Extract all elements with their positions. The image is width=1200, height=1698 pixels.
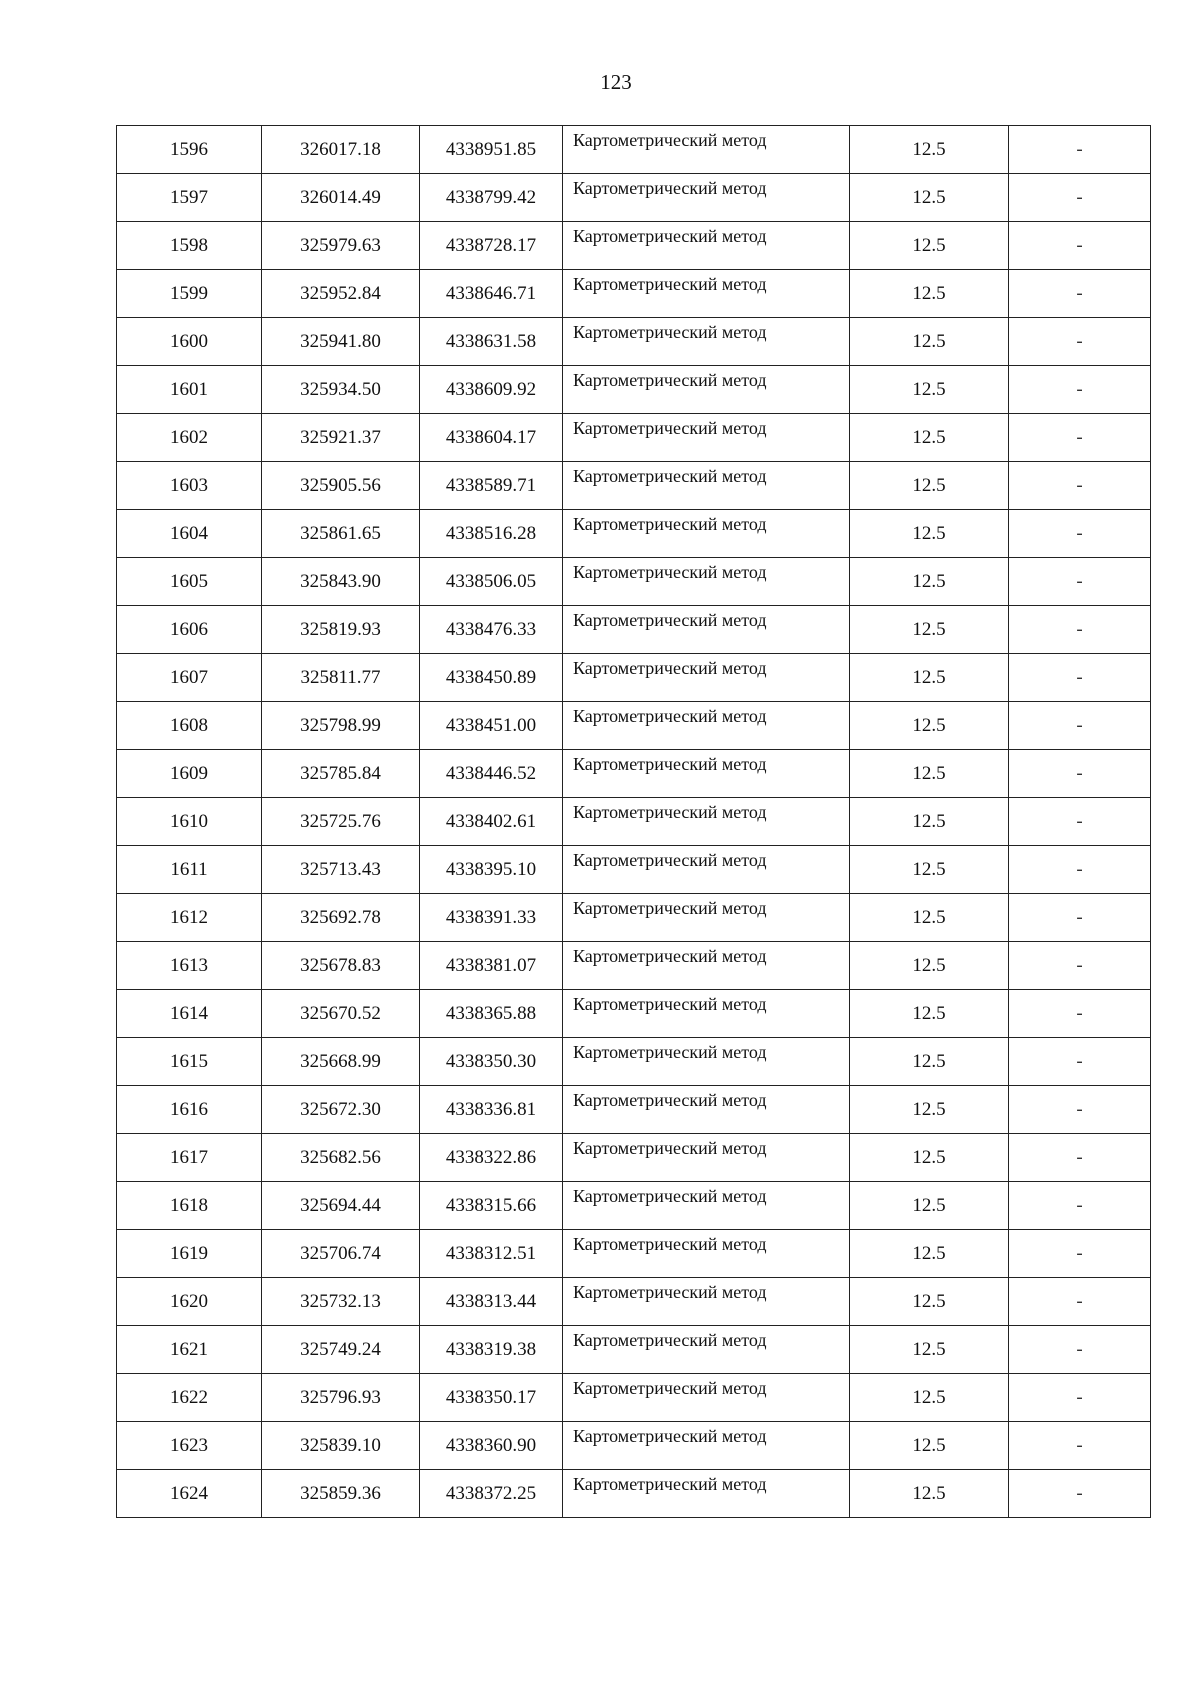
note-cell: - <box>1009 174 1151 222</box>
table-row <box>117 1230 1151 1278</box>
accuracy-cell: 12.5 <box>850 270 1009 318</box>
table-row <box>117 1374 1151 1422</box>
point-number-cell: 1609 <box>117 750 262 798</box>
table-row <box>117 222 1151 270</box>
y-coordinate-cell: 4338365.88 <box>420 990 563 1038</box>
method-cell: Картометрический метод <box>563 702 850 750</box>
method-cell: Картометрический метод <box>563 606 850 654</box>
accuracy-cell: 12.5 <box>850 702 1009 750</box>
accuracy-cell: 12.5 <box>850 1038 1009 1086</box>
y-coordinate-cell: 4338402.61 <box>420 798 563 846</box>
method-cell: Картометрический метод <box>563 270 850 318</box>
accuracy-cell: 12.5 <box>850 366 1009 414</box>
y-coordinate-cell: 4338476.33 <box>420 606 563 654</box>
accuracy-cell: 12.5 <box>850 750 1009 798</box>
table-row <box>117 414 1151 462</box>
point-number-cell: 1600 <box>117 318 262 366</box>
x-coordinate-cell: 325819.93 <box>262 606 420 654</box>
method-cell: Картометрический метод <box>563 1182 850 1230</box>
point-number-cell: 1615 <box>117 1038 262 1086</box>
table-row <box>117 990 1151 1038</box>
point-number-cell: 1599 <box>117 270 262 318</box>
point-number-cell: 1612 <box>117 894 262 942</box>
method-cell: Картометрический метод <box>563 750 850 798</box>
accuracy-cell: 12.5 <box>850 1278 1009 1326</box>
method-cell: Картометрический метод <box>563 558 850 606</box>
point-number-cell: 1607 <box>117 654 262 702</box>
y-coordinate-cell: 4338609.92 <box>420 366 563 414</box>
x-coordinate-cell: 325682.56 <box>262 1134 420 1182</box>
method-cell: Картометрический метод <box>563 1422 850 1470</box>
x-coordinate-cell: 325905.56 <box>262 462 420 510</box>
table-row <box>117 1086 1151 1134</box>
x-coordinate-cell: 325796.93 <box>262 1374 420 1422</box>
method-cell: Картометрический метод <box>563 510 850 558</box>
method-cell: Картометрический метод <box>563 798 850 846</box>
method-cell: Картометрический метод <box>563 1038 850 1086</box>
y-coordinate-cell: 4338506.05 <box>420 558 563 606</box>
accuracy-cell: 12.5 <box>850 846 1009 894</box>
accuracy-cell: 12.5 <box>850 606 1009 654</box>
point-number-cell: 1606 <box>117 606 262 654</box>
accuracy-cell: 12.5 <box>850 510 1009 558</box>
x-coordinate-cell: 325861.65 <box>262 510 420 558</box>
y-coordinate-cell: 4338951.85 <box>420 126 563 174</box>
point-number-cell: 1620 <box>117 1278 262 1326</box>
accuracy-cell: 12.5 <box>850 558 1009 606</box>
note-cell: - <box>1009 1470 1151 1518</box>
table-row <box>117 942 1151 990</box>
x-coordinate-cell: 325670.52 <box>262 990 420 1038</box>
note-cell: - <box>1009 318 1151 366</box>
table-row <box>117 654 1151 702</box>
x-coordinate-cell: 325859.36 <box>262 1470 420 1518</box>
table-row <box>117 1038 1151 1086</box>
y-coordinate-cell: 4338312.51 <box>420 1230 563 1278</box>
point-number-cell: 1624 <box>117 1470 262 1518</box>
x-coordinate-cell: 326014.49 <box>262 174 420 222</box>
note-cell: - <box>1009 270 1151 318</box>
y-coordinate-cell: 4338446.52 <box>420 750 563 798</box>
y-coordinate-cell: 4338336.81 <box>420 1086 563 1134</box>
table-row <box>117 462 1151 510</box>
point-number-cell: 1603 <box>117 462 262 510</box>
point-number-cell: 1605 <box>117 558 262 606</box>
method-cell: Картометрический метод <box>563 1278 850 1326</box>
accuracy-cell: 12.5 <box>850 942 1009 990</box>
method-cell: Картометрический метод <box>563 126 850 174</box>
x-coordinate-cell: 325952.84 <box>262 270 420 318</box>
note-cell: - <box>1009 1326 1151 1374</box>
y-coordinate-cell: 4338350.30 <box>420 1038 563 1086</box>
x-coordinate-cell: 325843.90 <box>262 558 420 606</box>
accuracy-cell: 12.5 <box>850 1470 1009 1518</box>
note-cell: - <box>1009 126 1151 174</box>
y-coordinate-cell: 4338631.58 <box>420 318 563 366</box>
accuracy-cell: 12.5 <box>850 798 1009 846</box>
x-coordinate-cell: 325811.77 <box>262 654 420 702</box>
table-row <box>117 750 1151 798</box>
table-row <box>117 846 1151 894</box>
point-number-cell: 1597 <box>117 174 262 222</box>
method-cell: Картометрический метод <box>563 942 850 990</box>
point-number-cell: 1604 <box>117 510 262 558</box>
method-cell: Картометрический метод <box>563 894 850 942</box>
note-cell: - <box>1009 990 1151 1038</box>
x-coordinate-cell: 325941.80 <box>262 318 420 366</box>
x-coordinate-cell: 325732.13 <box>262 1278 420 1326</box>
note-cell: - <box>1009 942 1151 990</box>
table-row <box>117 366 1151 414</box>
method-cell: Картометрический метод <box>563 1470 850 1518</box>
note-cell: - <box>1009 846 1151 894</box>
table-row <box>117 1182 1151 1230</box>
table-row <box>117 702 1151 750</box>
note-cell: - <box>1009 558 1151 606</box>
method-cell: Картометрический метод <box>563 1086 850 1134</box>
point-number-cell: 1613 <box>117 942 262 990</box>
accuracy-cell: 12.5 <box>850 1134 1009 1182</box>
method-cell: Картометрический метод <box>563 846 850 894</box>
y-coordinate-cell: 4338391.33 <box>420 894 563 942</box>
method-cell: Картометрический метод <box>563 1230 850 1278</box>
accuracy-cell: 12.5 <box>850 1422 1009 1470</box>
note-cell: - <box>1009 366 1151 414</box>
accuracy-cell: 12.5 <box>850 990 1009 1038</box>
method-cell: Картометрический метод <box>563 1326 850 1374</box>
accuracy-cell: 12.5 <box>850 1182 1009 1230</box>
method-cell: Картометрический метод <box>563 366 850 414</box>
accuracy-cell: 12.5 <box>850 894 1009 942</box>
accuracy-cell: 12.5 <box>850 174 1009 222</box>
y-coordinate-cell: 4338381.07 <box>420 942 563 990</box>
accuracy-cell: 12.5 <box>850 318 1009 366</box>
y-coordinate-cell: 4338450.89 <box>420 654 563 702</box>
point-number-cell: 1602 <box>117 414 262 462</box>
table-row <box>117 1326 1151 1374</box>
x-coordinate-cell: 325672.30 <box>262 1086 420 1134</box>
point-number-cell: 1623 <box>117 1422 262 1470</box>
note-cell: - <box>1009 1182 1151 1230</box>
point-number-cell: 1610 <box>117 798 262 846</box>
y-coordinate-cell: 4338372.25 <box>420 1470 563 1518</box>
point-number-cell: 1621 <box>117 1326 262 1374</box>
y-coordinate-cell: 4338728.17 <box>420 222 563 270</box>
point-number-cell: 1608 <box>117 702 262 750</box>
point-number-cell: 1611 <box>117 846 262 894</box>
note-cell: - <box>1009 1278 1151 1326</box>
note-cell: - <box>1009 606 1151 654</box>
point-number-cell: 1601 <box>117 366 262 414</box>
x-coordinate-cell: 325934.50 <box>262 366 420 414</box>
note-cell: - <box>1009 222 1151 270</box>
table-row <box>117 318 1151 366</box>
point-number-cell: 1618 <box>117 1182 262 1230</box>
note-cell: - <box>1009 654 1151 702</box>
note-cell: - <box>1009 1374 1151 1422</box>
coordinates-table-body <box>117 126 1151 1518</box>
x-coordinate-cell: 325839.10 <box>262 1422 420 1470</box>
x-coordinate-cell: 325668.99 <box>262 1038 420 1086</box>
accuracy-cell: 12.5 <box>850 1230 1009 1278</box>
method-cell: Картометрический метод <box>563 1374 850 1422</box>
note-cell: - <box>1009 510 1151 558</box>
accuracy-cell: 12.5 <box>850 654 1009 702</box>
note-cell: - <box>1009 1038 1151 1086</box>
table-row <box>117 558 1151 606</box>
x-coordinate-cell: 325725.76 <box>262 798 420 846</box>
accuracy-cell: 12.5 <box>850 414 1009 462</box>
note-cell: - <box>1009 462 1151 510</box>
x-coordinate-cell: 325749.24 <box>262 1326 420 1374</box>
y-coordinate-cell: 4338604.17 <box>420 414 563 462</box>
y-coordinate-cell: 4338451.00 <box>420 702 563 750</box>
point-number-cell: 1616 <box>117 1086 262 1134</box>
y-coordinate-cell: 4338589.71 <box>420 462 563 510</box>
note-cell: - <box>1009 1086 1151 1134</box>
accuracy-cell: 12.5 <box>850 1326 1009 1374</box>
table-row <box>117 606 1151 654</box>
method-cell: Картометрический метод <box>563 174 850 222</box>
table-row <box>117 510 1151 558</box>
accuracy-cell: 12.5 <box>850 1374 1009 1422</box>
point-number-cell: 1622 <box>117 1374 262 1422</box>
y-coordinate-cell: 4338360.90 <box>420 1422 563 1470</box>
note-cell: - <box>1009 1134 1151 1182</box>
point-number-cell: 1617 <box>117 1134 262 1182</box>
y-coordinate-cell: 4338350.17 <box>420 1374 563 1422</box>
table-row <box>117 126 1151 174</box>
coordinates-table <box>116 125 1151 1518</box>
x-coordinate-cell: 325979.63 <box>262 222 420 270</box>
method-cell: Картометрический метод <box>563 318 850 366</box>
y-coordinate-cell: 4338646.71 <box>420 270 563 318</box>
method-cell: Картометрический метод <box>563 462 850 510</box>
accuracy-cell: 12.5 <box>850 126 1009 174</box>
note-cell: - <box>1009 1230 1151 1278</box>
x-coordinate-cell: 325694.44 <box>262 1182 420 1230</box>
method-cell: Картометрический метод <box>563 654 850 702</box>
x-coordinate-cell: 325785.84 <box>262 750 420 798</box>
x-coordinate-cell: 325798.99 <box>262 702 420 750</box>
y-coordinate-cell: 4338319.38 <box>420 1326 563 1374</box>
note-cell: - <box>1009 1422 1151 1470</box>
point-number-cell: 1598 <box>117 222 262 270</box>
note-cell: - <box>1009 414 1151 462</box>
method-cell: Картометрический метод <box>563 222 850 270</box>
point-number-cell: 1596 <box>117 126 262 174</box>
x-coordinate-cell: 325921.37 <box>262 414 420 462</box>
table-row <box>117 1422 1151 1470</box>
note-cell: - <box>1009 702 1151 750</box>
table-row <box>117 894 1151 942</box>
y-coordinate-cell: 4338315.66 <box>420 1182 563 1230</box>
method-cell: Картометрический метод <box>563 414 850 462</box>
table-row <box>117 1278 1151 1326</box>
table-row <box>117 1134 1151 1182</box>
x-coordinate-cell: 325692.78 <box>262 894 420 942</box>
note-cell: - <box>1009 894 1151 942</box>
accuracy-cell: 12.5 <box>850 222 1009 270</box>
x-coordinate-cell: 325678.83 <box>262 942 420 990</box>
y-coordinate-cell: 4338322.86 <box>420 1134 563 1182</box>
point-number-cell: 1619 <box>117 1230 262 1278</box>
y-coordinate-cell: 4338395.10 <box>420 846 563 894</box>
point-number-cell: 1614 <box>117 990 262 1038</box>
y-coordinate-cell: 4338799.42 <box>420 174 563 222</box>
method-cell: Картометрический метод <box>563 990 850 1038</box>
table-row <box>117 270 1151 318</box>
page-number: 123 <box>600 70 632 94</box>
table-row <box>117 1470 1151 1518</box>
y-coordinate-cell: 4338313.44 <box>420 1278 563 1326</box>
table-row <box>117 798 1151 846</box>
x-coordinate-cell: 325713.43 <box>262 846 420 894</box>
method-cell: Картометрический метод <box>563 1134 850 1182</box>
note-cell: - <box>1009 798 1151 846</box>
x-coordinate-cell: 325706.74 <box>262 1230 420 1278</box>
table-row <box>117 174 1151 222</box>
x-coordinate-cell: 326017.18 <box>262 126 420 174</box>
accuracy-cell: 12.5 <box>850 462 1009 510</box>
y-coordinate-cell: 4338516.28 <box>420 510 563 558</box>
accuracy-cell: 12.5 <box>850 1086 1009 1134</box>
note-cell: - <box>1009 750 1151 798</box>
